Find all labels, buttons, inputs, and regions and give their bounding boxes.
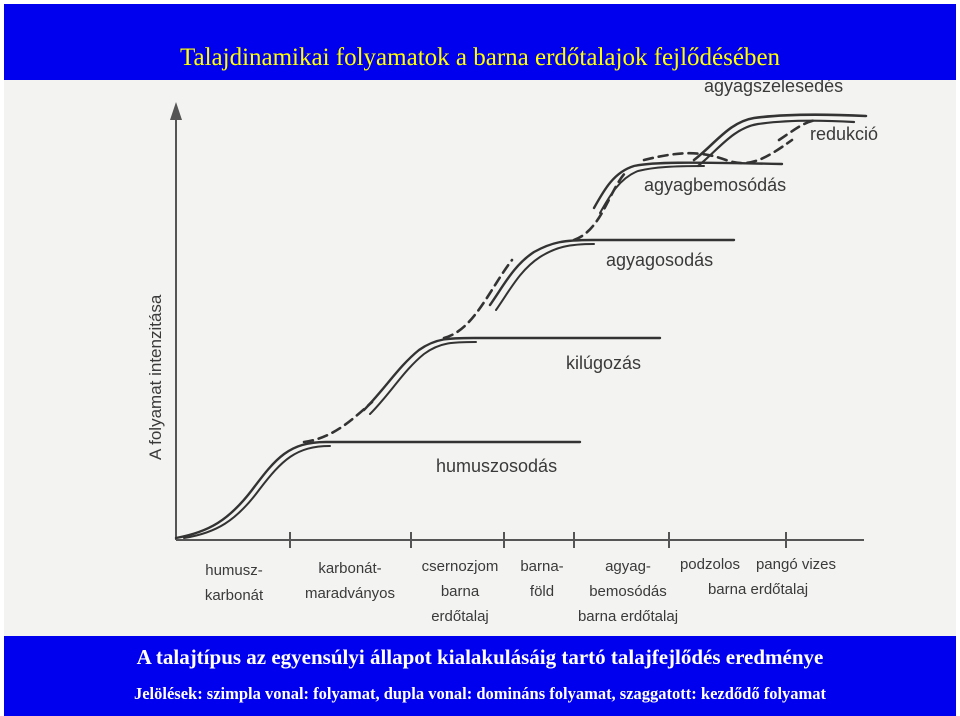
diagram-figure xyxy=(4,80,956,636)
stage-label: podzolos xyxy=(679,556,741,573)
stage-label: maradványos xyxy=(304,585,396,602)
stage-label: agyag- xyxy=(605,558,651,575)
stage-label: karbonát xyxy=(204,587,264,604)
process-label: humuszosodás xyxy=(436,456,558,476)
y-axis-label: A folyamat intenzitása xyxy=(146,294,165,460)
process-label: kilúgozás xyxy=(566,353,642,373)
stage-label: barna erdőtalaj xyxy=(707,581,809,598)
caption-bar xyxy=(4,636,956,716)
title-bar xyxy=(4,4,956,80)
stage-label: pangó vizes xyxy=(755,556,837,573)
process-label: agyagbemosódás xyxy=(644,175,787,195)
process-curve-kilugozas xyxy=(364,260,660,414)
stage-label: karbonát- xyxy=(318,560,382,577)
stage-label: humusz- xyxy=(205,562,263,579)
process-label: redukció xyxy=(810,124,879,144)
y-axis-arrow xyxy=(170,102,182,120)
process-label: agyagszelesedés xyxy=(704,80,844,96)
stage-label: bemosódás xyxy=(589,583,667,600)
slide-title: Talajdinamikai folyamatok a barna erdőtalajok fejlődésében xyxy=(179,44,781,71)
legend-note: Jelölések: szimpla vonal: folyamat, dupla vonal: domináns folyamat, szaggatott: kezdődő folyamat xyxy=(133,684,827,703)
stage-label: erdőtalaj xyxy=(431,608,489,625)
stage-label: csernozjom xyxy=(421,558,499,575)
stage-label: barna erdőtalaj xyxy=(577,608,679,625)
stage-labels xyxy=(205,556,836,625)
stage-label: barna- xyxy=(520,558,564,575)
process-diagram xyxy=(4,80,956,636)
stage-label: föld xyxy=(529,583,555,600)
stage-label: barna xyxy=(440,583,480,600)
process-label: agyagosodás xyxy=(606,250,714,270)
slide-caption: A talajtípus az egyensúlyi állapot kialakulásáig tartó talajfejlődés eredménye xyxy=(136,645,824,669)
